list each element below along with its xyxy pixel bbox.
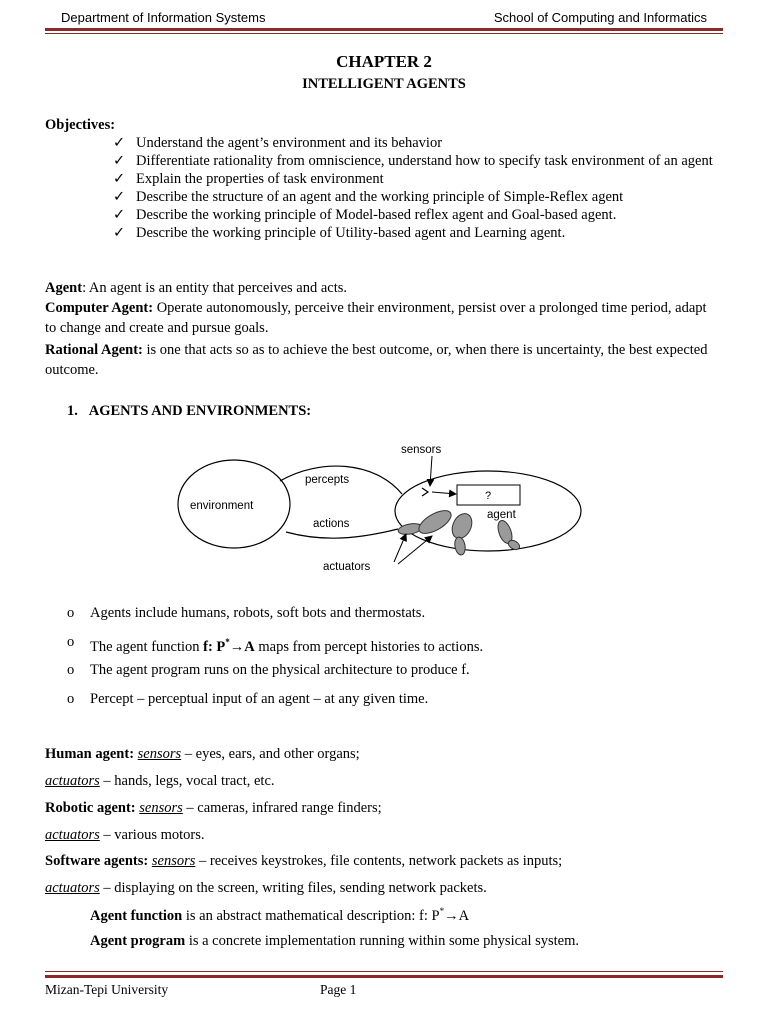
- header-school: School of Computing and Informatics: [493, 10, 707, 25]
- bullet-icon: o: [67, 662, 75, 678]
- computer-agent-definition: Computer Agent: Operate autonomously, perceive their environment, persist over a prolonged time period, adapt to change and create and pursue goals.: [45, 300, 707, 336]
- bullet-icon: o: [67, 690, 75, 707]
- footer-rule: [45, 975, 723, 978]
- footer-university: Mizan-Tepi University: [45, 982, 169, 997]
- human-agent-actuators: actuators – hands, legs, vocal tract, etc.: [45, 773, 275, 789]
- page-number: Page 1: [320, 982, 357, 997]
- objectives-label: Objectives:: [45, 117, 116, 133]
- agent-facts-list: [67, 603, 483, 717]
- sensors-label: sensors: [401, 444, 442, 456]
- list-item: o Agents include humans, robots, soft bots and thermostats.: [67, 605, 426, 621]
- agent-environment-diagram: [170, 436, 590, 581]
- header-rule: [45, 28, 723, 31]
- robotic-agent-actuators: actuators – various motors.: [45, 827, 205, 843]
- environment-label: environment: [190, 500, 254, 512]
- human-agent-sensors: Human agent: sensors – eyes, ears, and other organs;: [45, 746, 360, 762]
- percepts-label: percepts: [305, 474, 350, 486]
- checkmark-icon: ✓: [113, 189, 126, 205]
- robotic-agent-sensors: Robotic agent: sensors – cameras, infrared range finders;: [45, 800, 382, 816]
- objective-item: ✓ Understand the agent’s environment and its behavior: [113, 135, 443, 151]
- software-agent-actuators: actuators – displaying on the screen, writing files, sending network packets.: [45, 880, 487, 896]
- sensor-arrow: [432, 492, 456, 494]
- actuators-pointer-1: [394, 534, 406, 562]
- checkmark-icon: ✓: [113, 135, 126, 151]
- list-item: o The agent program runs on the physical architecture to produce f.: [67, 662, 470, 678]
- chapter-subtitle: INTELLIGENT AGENTS: [302, 76, 466, 92]
- software-agent-sensors: Software agents: sensors – receives keystrokes, file contents, network packets as inputs;: [45, 853, 563, 869]
- agent-function-definition: Agent function is an abstract mathematical description: f: P*→A: [90, 906, 470, 924]
- footer-rule-thin: [45, 971, 723, 972]
- header-department: Department of Information Systems: [61, 10, 266, 25]
- unknown-label: ?: [484, 490, 492, 502]
- checkmark-icon: ✓: [113, 225, 126, 241]
- actions-arc: [286, 529, 398, 538]
- list-item: o The agent function f: P*→A maps from percept histories to actions.: [67, 633, 484, 655]
- bullet-icon: o: [67, 633, 75, 650]
- actions-label: actions: [313, 518, 350, 530]
- header-rule-thin: [45, 33, 723, 34]
- checkmark-icon: ✓: [113, 207, 126, 223]
- objective-item: ✓ Differentiate rationality from omniscience, understand how to specify task environment of an agent: [113, 153, 713, 169]
- checkmark-icon: ✓: [113, 153, 126, 169]
- agent-program-definition: Agent program is a concrete implementation running within some physical system.: [90, 933, 580, 949]
- section-heading: 1. AGENTS AND ENVIRONMENTS:: [67, 403, 312, 419]
- actuators-label: actuators: [323, 561, 371, 573]
- agent-definition: Agent: An agent is an entity that perceives and acts.: [45, 280, 348, 296]
- agent-label: agent: [487, 509, 516, 521]
- objective-item: ✓ Describe the working principle of Utility-based agent and Learning agent.: [113, 225, 566, 241]
- checkmark-icon: ✓: [113, 171, 126, 187]
- objective-item: ✓ Describe the working principle of Model-based reflex agent and Goal-based agent.: [113, 207, 617, 223]
- sensor-eye-icon: [422, 488, 428, 496]
- objective-item: ✓ Describe the structure of an agent and the working principle of Simple-Reflex agent: [113, 189, 624, 205]
- rational-agent-definition: Rational Agent: is one that acts so as to achieve the best outcome, or, when there is uncertainty, the best expected outcome.: [45, 342, 708, 378]
- list-item: o Percept – perceptual input of an agent – at any given time.: [67, 690, 429, 707]
- bullet-icon: o: [67, 605, 75, 621]
- chapter-title: CHAPTER 2: [336, 52, 432, 71]
- sensors-pointer: [430, 456, 432, 486]
- objectives-list: [113, 134, 713, 242]
- objective-item: ✓ Explain the properties of task environment: [113, 171, 384, 187]
